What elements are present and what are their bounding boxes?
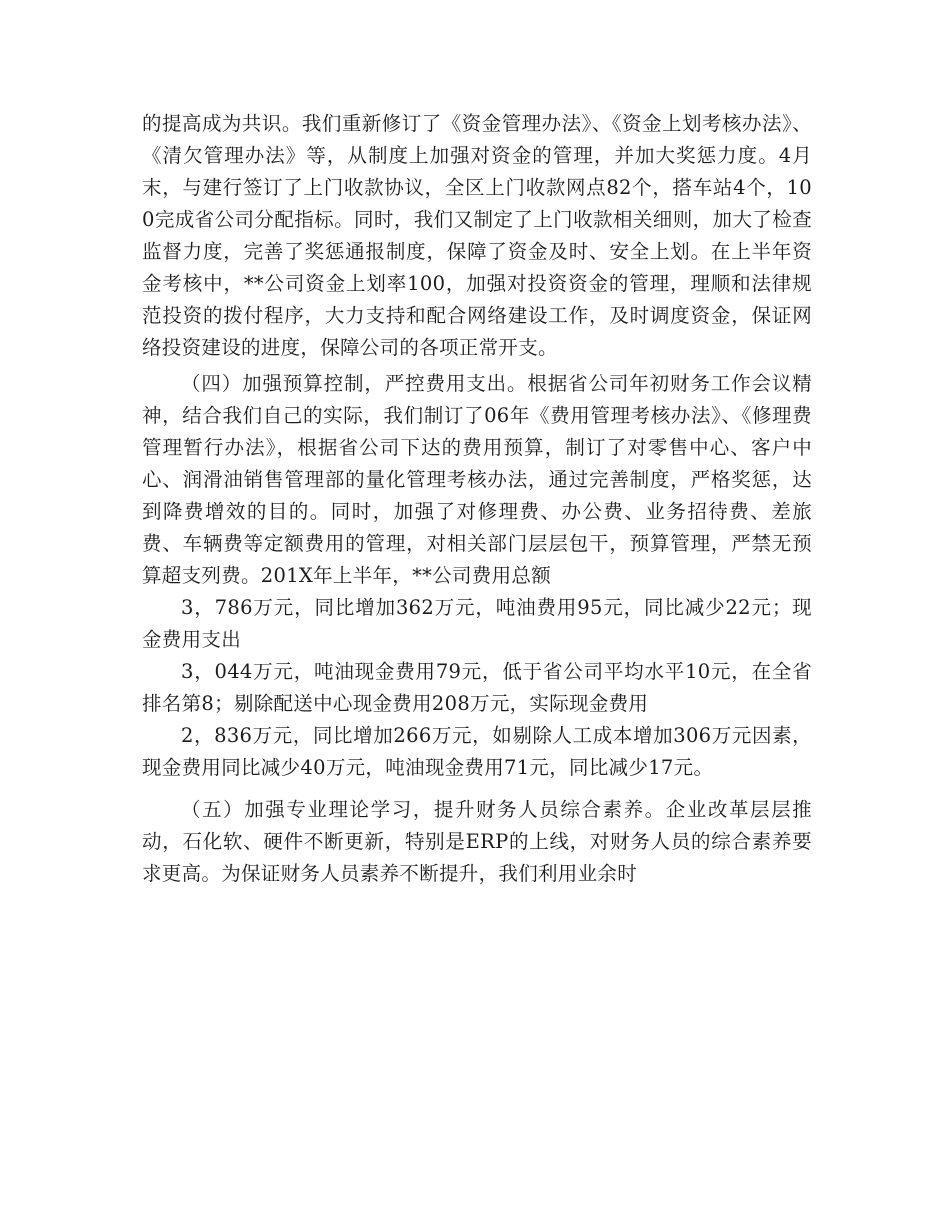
paragraph-professional-study: （五）加强专业理论学习，提升财务人员综合素养。企业改革层层推动，石化软、硬件不断更新，特别是ERP的上线，对财务人员的综合素养要求更高。为保证财务人员素养不断提升，我们利用业余时 xyxy=(142,798,812,885)
paragraph-actual-cash-expenses: 2，836万元，同比增加266万元，如剔除人工成本增加306万元因素，现金费用同比减少40万元，吨油现金费用71元，同比减少17元。 xyxy=(142,724,812,779)
paragraph-funds-management: 的提高成为共识。我们重新修订了《资金管理办法》、《资金上划考核办法》、《清欠管理办法》等，从制度上加强对资金的管理，并加大奖惩力度。4月末，与建行签订了上门收款协议，全区上门收款网点82个，搭车站4个，100完成省公司分配指标。同时，我们又制定了上门收款相关细则，加大了检查监督力度，完善了奖惩通报制度，保障了资金及时、安全上划。在上半年资金考核中，**公司资金上划率100，加强对投资资金的管理，理顺和法律规范投资的拨付程序，大力支持和配合网络建设工作，及时调度资金，保证网络投资建设的进度，保障公司的各项正常开支。 xyxy=(142,112,812,359)
paragraph-cash-expenses: 3，044万元，吨油现金费用79元，低于省公司平均水平10元，在全省排名第8；剔除配送中心现金费用208万元，实际现金费用 xyxy=(142,660,812,715)
document-body xyxy=(142,108,812,890)
paragraph-total-expenses: 3，786万元，同比增加362万元，吨油费用95元，同比减少22元；现金费用支出 xyxy=(142,596,812,651)
paragraph-budget-control: （四）加强预算控制，严控费用支出。根据省公司年初财务工作会议精神，结合我们自己的实际，我们制订了06年《费用管理考核办法》、《修理费管理暂行办法》，根据省公司下达的费用预算，制订了对零售中心、客户中心、润滑油销售管理部的量化管理考核办法，通过完善制度，严格奖惩，达到降费增效的目的。同时，加强了对修理费、办公费、业务招待费、差旅费、车辆费等定额费用的管理，对相关部门层层包干，预算管理，严禁无预算超支列费。201X年上半年，**公司费用总额 xyxy=(142,372,812,587)
